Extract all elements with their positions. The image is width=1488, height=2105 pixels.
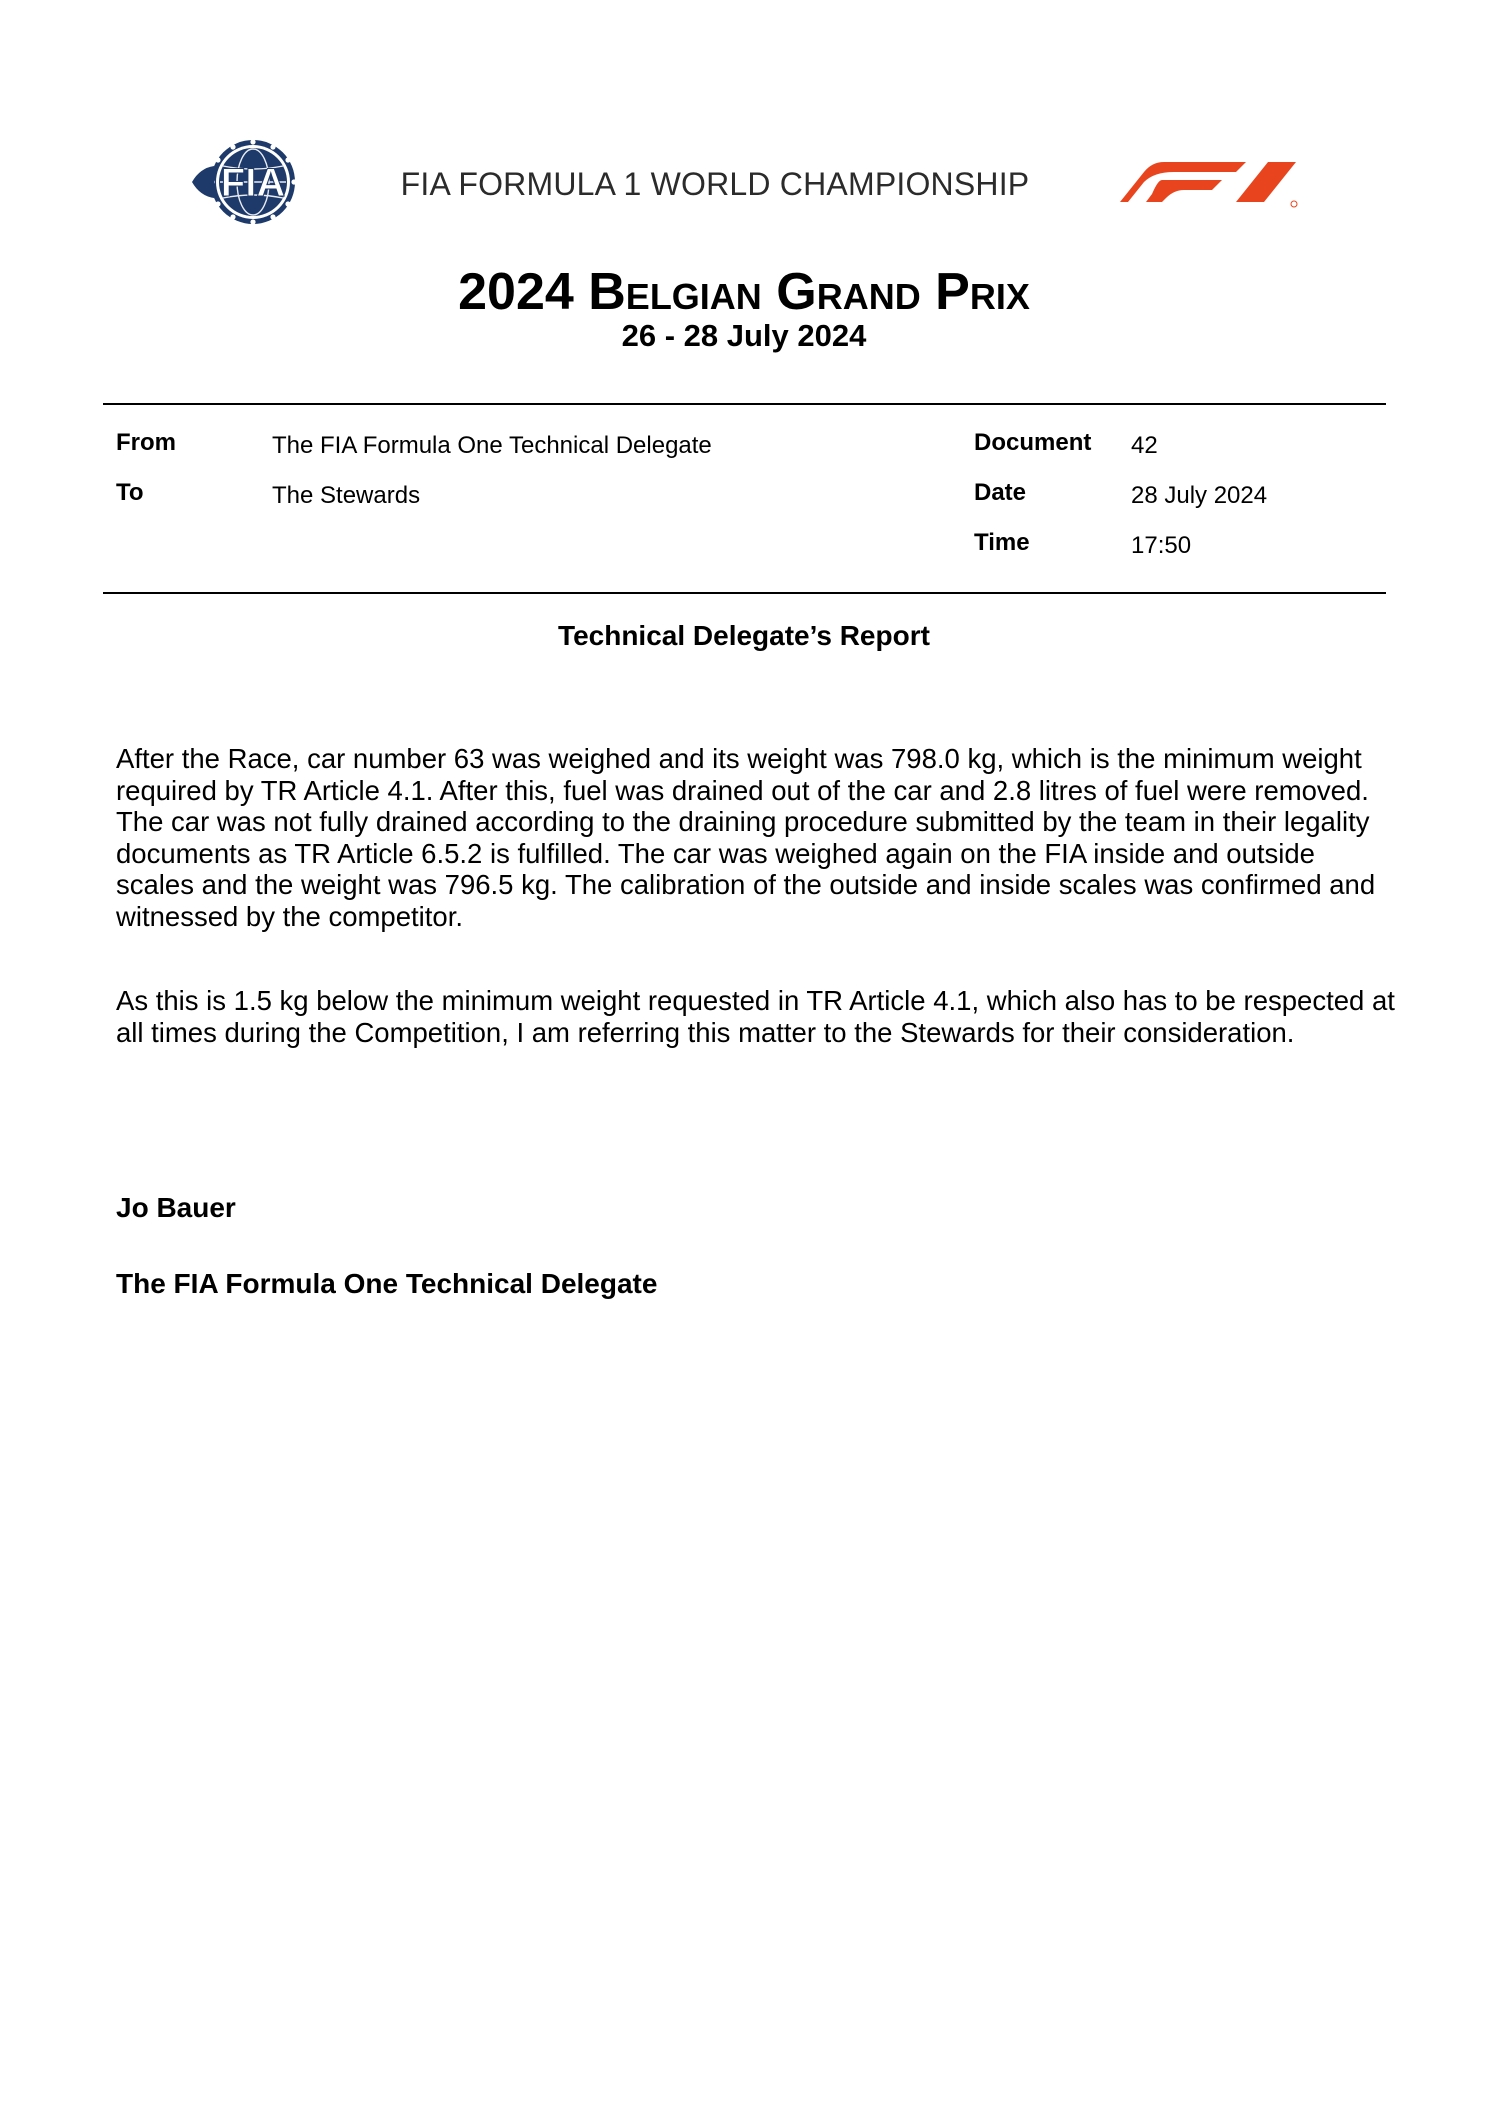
event-title-word: Grand bbox=[776, 263, 921, 321]
body-paragraph: After the Race, car number 63 was weighed and its weight was 798.0 kg, which is the minimum weight required by TR Article 4.1. After this, fuel was drained out of the car and 2.8 litres of fuel were removed. The car was not fully drained according to the draining procedure submitted by the team in their legality documents as TR Article 6.5.2 is fulfilled. The car was weighed again on the FIA inside and outside scales and the weight was 796.5 kg. The calibration of the outside and inside scales was confirmed and witnessed by the competitor. bbox=[116, 743, 1376, 932]
body-paragraph: As this is 1.5 kg below the minimum weight requested in TR Article 4.1, which also has to be respected at all times during the Competition, I am referring this matter to the Stewards for their consideration. bbox=[116, 985, 1395, 1048]
signatory-name: Jo Bauer bbox=[116, 1192, 236, 1223]
event-dates: 26 - 28 July 2024 bbox=[621, 318, 867, 353]
date-value: 28 July 2024 bbox=[1131, 482, 1268, 509]
from-label: From bbox=[116, 429, 176, 456]
signatory-role: The FIA Formula One Technical Delegate bbox=[116, 1268, 658, 1299]
event-title bbox=[0, 262, 1488, 322]
document-label: Document bbox=[974, 429, 1092, 456]
event-title-word: Belgian bbox=[588, 263, 762, 321]
from-value: The FIA Formula One Technical Delegate bbox=[272, 432, 712, 459]
to-value: The Stewards bbox=[272, 482, 421, 509]
divider-bottom bbox=[103, 592, 1386, 594]
divider-top bbox=[103, 403, 1386, 405]
f1-logo bbox=[1118, 158, 1302, 208]
f1-logo-text: F1 bbox=[1118, 158, 1120, 159]
event-title-word: Prix bbox=[935, 263, 1030, 321]
report-title: Technical Delegate’s Report bbox=[558, 620, 930, 651]
document-value: 42 bbox=[1131, 432, 1158, 459]
to-label: To bbox=[116, 479, 144, 506]
time-label: Time bbox=[974, 529, 1030, 556]
time-value: 17:50 bbox=[1131, 532, 1192, 559]
fia-logo-text: FIA bbox=[220, 161, 286, 205]
championship-title: FIA FORMULA 1 WORLD CHAMPIONSHIP bbox=[400, 166, 1030, 202]
event-year: 2024 bbox=[458, 263, 574, 321]
date-label: Date bbox=[974, 479, 1027, 506]
